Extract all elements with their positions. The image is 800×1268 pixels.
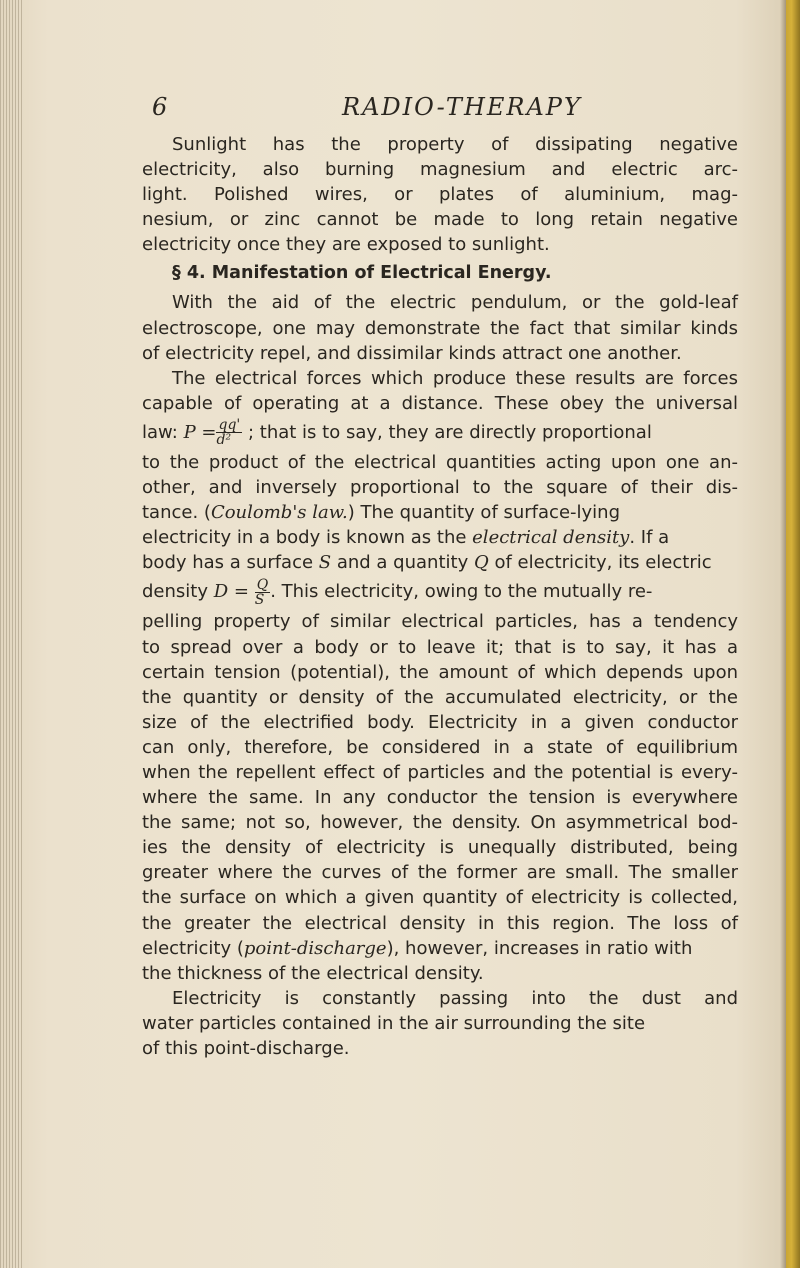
law-text-before: law: (142, 421, 184, 443)
text-line: capable of operating at a distance. These obey the universal (142, 392, 738, 414)
density-text-after: . This electricity, owing to the mutually re- (270, 581, 653, 603)
density-term-before: electricity in a body is known as the (142, 527, 473, 549)
coulomb-text-after: ) The quantity of surface-lying (347, 502, 621, 524)
coulomb-line (142, 500, 738, 525)
density-text-before: density (142, 581, 214, 603)
text-line: light. Polished wires, or plates of aluminium, mag- (142, 184, 738, 206)
text-line: the surface on which a given quantity of electricity is collected, (142, 887, 738, 909)
text-line: With the aid of the electric pendulum, or the gold-leaf (172, 292, 738, 314)
law-text-after: ; that is to say, they are directly proportional (242, 421, 652, 443)
text-line: certain tension (potential), the amount of which depends upon (142, 661, 738, 683)
text-line: electricity, also burning magnesium and electric arc- (142, 159, 738, 181)
book-binding-edge (786, 0, 800, 1268)
surface-text-before: body has a surface (142, 552, 319, 574)
text-line: the thickness of the electrical density. (142, 962, 484, 984)
point-discharge-term: point-discharge (243, 937, 387, 959)
formula-lhs: P = (183, 421, 217, 443)
text-line: when the repellent effect of particles and the potential is every- (142, 761, 738, 783)
density-numerator: Q (256, 576, 269, 593)
formula-numerator: qq' (218, 417, 241, 434)
density-denominator: S (254, 591, 265, 608)
symbol-q: Q (473, 552, 489, 574)
text-line: electroscope, one may demonstrate the fact that similar kinds (142, 317, 738, 339)
text-line: of this point-discharge. (142, 1038, 350, 1059)
page-edge-lines (0, 0, 24, 1268)
text-line: of electricity repel, and dissimilar kinds attract one another. (142, 342, 682, 364)
text-line: The electrical forces which produce these results are forces (172, 367, 738, 389)
text-line: the quantity or density of the accumulated electricity, or the (142, 686, 738, 708)
surface-line (142, 550, 738, 575)
coulomb-text-before: tance. ( (142, 502, 211, 524)
text-line: ies the density of electricity is unequally distributed, being (142, 837, 738, 859)
text-line: nesium, or zinc cannot be made to long retain negative (142, 209, 738, 231)
text-line: Electricity is constantly passing into the dust and (172, 987, 738, 1009)
text-line: to spread over a body or to leave it; that is to say, it has a (142, 636, 738, 658)
point-text-before: electricity ( (142, 937, 244, 959)
text-line: pelling property of similar electrical particles, has a tendency (142, 611, 738, 633)
surface-text-middle: and a quantity (331, 552, 474, 574)
surface-text-after: of electricity, its electric (488, 552, 712, 574)
coulomb-formula (216, 418, 242, 447)
text-line: the same; not so, however, the density. On asymmetrical bod- (142, 812, 738, 834)
section-heading: § 4. Manifestation of Electrical Energy. (172, 263, 552, 284)
text-line: greater where the curves of the former are small. The smaller (142, 862, 738, 884)
electrical-density-term: electrical density (472, 527, 630, 549)
symbol-s: S (318, 552, 332, 574)
body-text (142, 132, 738, 1061)
text-line: water particles contained in the air surrounding the site (142, 1012, 646, 1034)
text-line: size of the electrified body. Electricity in a given conductor (142, 711, 738, 733)
density-term-after: . If a (629, 527, 670, 549)
law-line (142, 416, 738, 450)
text-line: where the same. In any conductor the tension is everywhere (142, 787, 738, 809)
text-line: Sunlight has the property of dissipating negative (172, 134, 738, 155)
point-text-after: ), however, increases in ratio with (386, 937, 693, 959)
density-formula-lhs: D = (213, 581, 249, 603)
text-line: the greater the electrical density in this region. The loss of (142, 912, 738, 934)
point-discharge-line (142, 936, 738, 961)
coulomb-law-term: Coulomb's law. (210, 502, 348, 524)
text-line: electricity once they are exposed to sunlight. (142, 234, 550, 256)
formula-denominator: d² (216, 432, 232, 449)
text-line: can only, therefore, be considered in a state of equilibrium (142, 736, 738, 758)
density-formula (255, 578, 270, 607)
page-number: 6 (152, 93, 168, 121)
text-line: other, and inversely proportional to the square of their dis- (142, 477, 738, 499)
density-term-line (142, 525, 738, 550)
density-line (142, 575, 738, 609)
page-header (152, 93, 752, 123)
running-title: RADIO-THERAPY (342, 93, 582, 121)
text-line: to the product of the electrical quantities acting upon one an- (142, 451, 738, 473)
